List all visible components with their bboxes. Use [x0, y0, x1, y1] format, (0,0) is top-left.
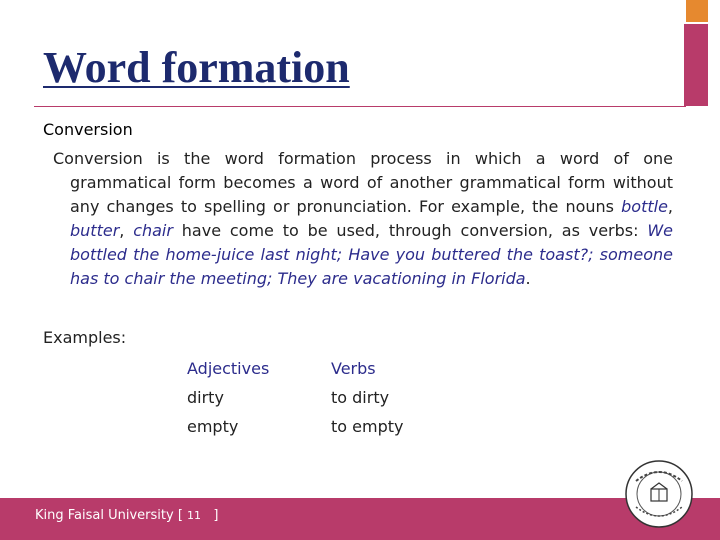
- definition-paragraph: [53, 147, 673, 291]
- example-noun-butter: butter: [70, 221, 120, 240]
- section-heading: Conversion: [43, 120, 133, 139]
- paragraph-text: have come to be used, through conversion, as verbs:: [172, 221, 648, 240]
- university-seal-icon: [624, 459, 694, 529]
- paragraph-text: is the word formation process in which a word of one grammatical form becomes a word of another grammatical form without any changes to spelling or pronunciation. For example, the nouns: [70, 149, 673, 216]
- paragraph-lead-word: Conversion: [53, 149, 143, 168]
- separator: ,: [119, 221, 134, 240]
- bracket-close: ]: [201, 508, 219, 523]
- table-cell: empty: [187, 417, 239, 436]
- example-noun-bottle: bottle: [621, 197, 668, 216]
- example-noun-chair: chair: [133, 221, 173, 240]
- corner-accent: [686, 0, 708, 22]
- column-header-adjectives: Adjectives: [187, 359, 270, 378]
- slide-title: Word formation: [43, 43, 350, 92]
- examples-label: Examples:: [43, 328, 127, 347]
- table-cell: to dirty: [331, 388, 390, 407]
- side-accent-band: [684, 24, 708, 106]
- paragraph-end: .: [525, 269, 531, 288]
- table-cell: dirty: [187, 388, 224, 407]
- separator: ,: [667, 197, 673, 216]
- footer-label: [35, 507, 219, 525]
- adjectives-column: [187, 354, 269, 441]
- institution-name: King Faisal University: [35, 508, 174, 523]
- bracket-open: [: [173, 508, 188, 523]
- column-header-verbs: Verbs: [331, 359, 376, 378]
- page-number: 11: [187, 509, 202, 522]
- table-cell: to empty: [331, 417, 404, 436]
- verbs-column: [331, 354, 403, 441]
- title-divider: [34, 106, 686, 107]
- example-sentences: We bottled the home-juice last night; Have you buttered the toast?; someone has to chair the meeting; They are vacationing in Florida: [70, 221, 674, 288]
